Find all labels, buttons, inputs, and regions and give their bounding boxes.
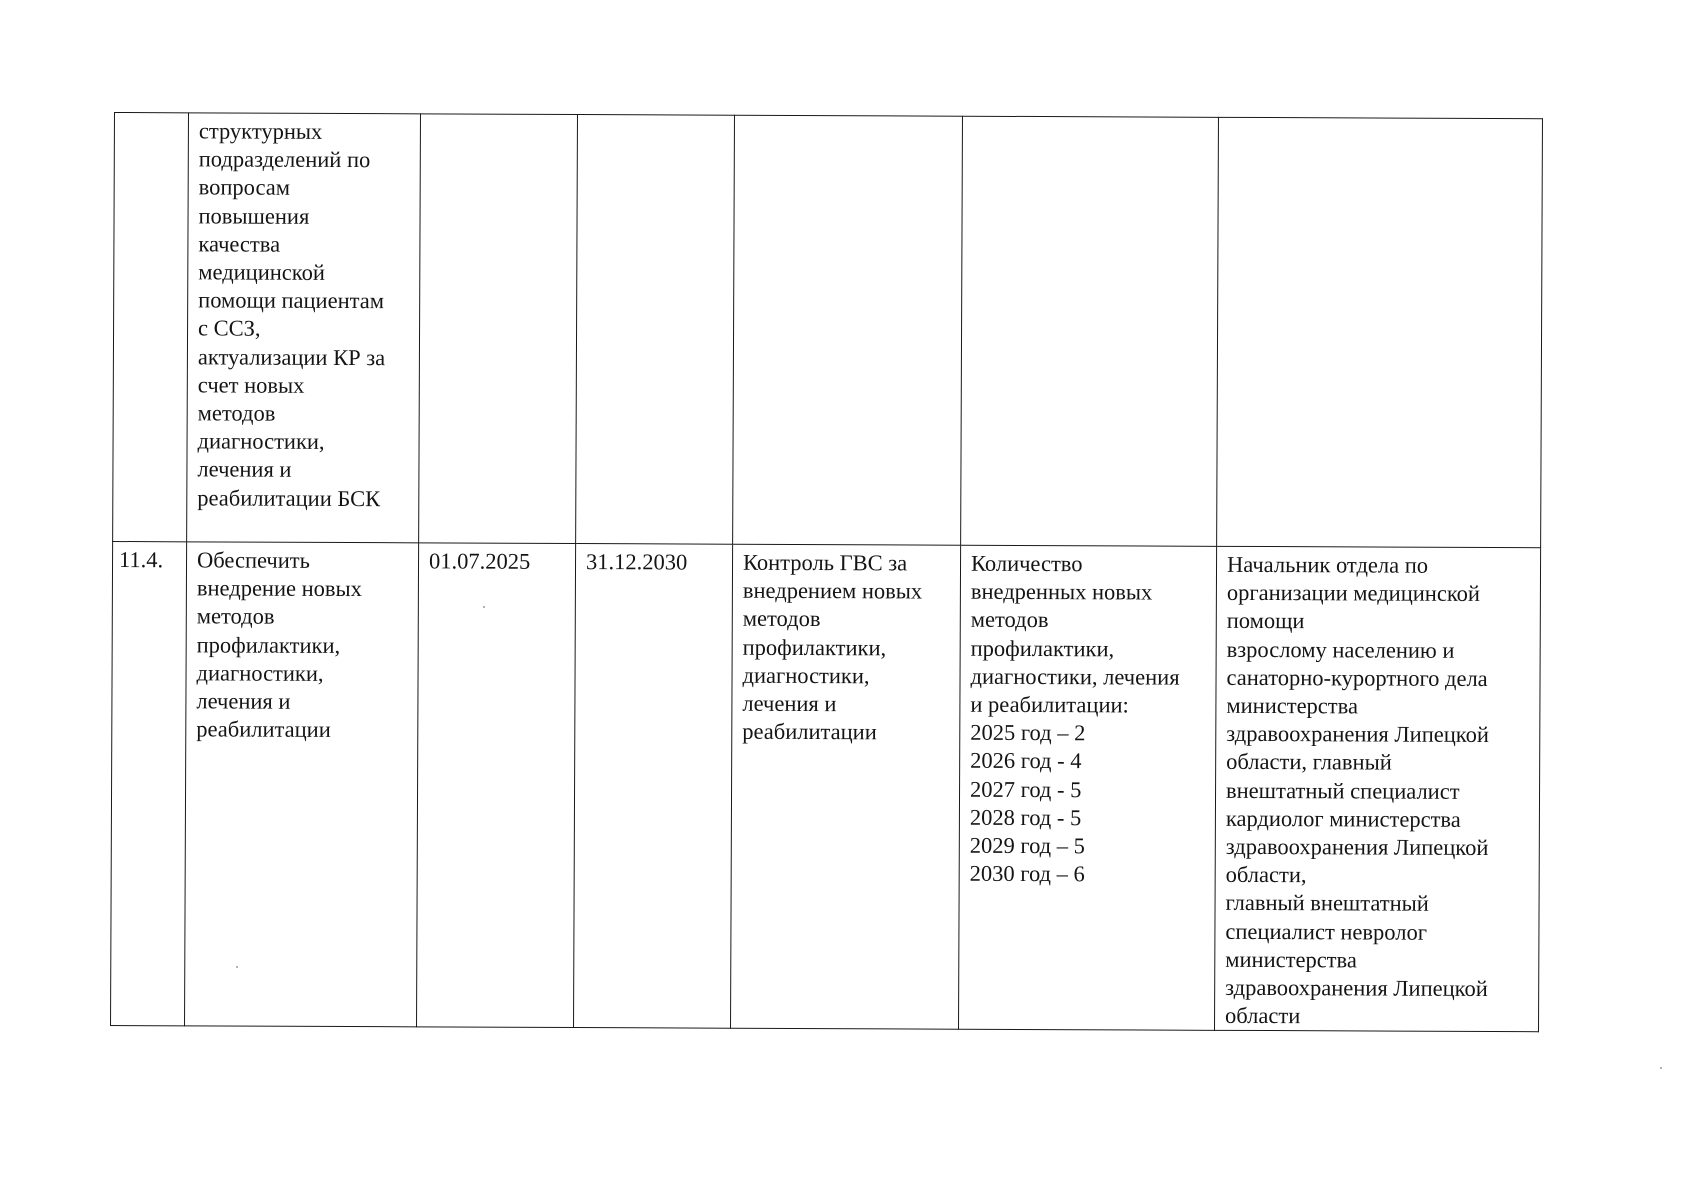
end-date-cell: 31.12.2030 — [574, 544, 733, 1029]
responsible-cell: Начальник отдела по организации медицинской помощи взрослому населению и санаторно-курортного дела министерства здравоохранения Липецкой области, главный внештатный специалист кардиолог министерства здравоохранения Липецкой области, главный внештатный специалист невролог министерства здравоохранения Липецкой области — [1215, 546, 1541, 1032]
start-date-cell: 01.07.2025 — [417, 543, 576, 1028]
scan-speck — [236, 966, 238, 968]
control-cell — [733, 115, 963, 545]
scan-speck — [1660, 1067, 1662, 1069]
action-cell: Обеспечить внедрение новых методов профилактики, диагностики, лечения и реабилитации — [185, 542, 419, 1027]
table-row — [111, 541, 1541, 1032]
item-number-cell — [113, 113, 189, 542]
action-cell: структурных подразделений по вопросам повышения качества медицинской помощи пациентам с ССЗ, актуализации КР за счет новых методов диагностики, лечения и реабилитации БСК — [187, 113, 421, 543]
table-row — [113, 113, 1543, 548]
action-plan-table — [110, 112, 1543, 1033]
scan-speck — [483, 606, 485, 608]
control-cell: Контроль ГВС за внедрением новых методов профилактики, диагностики, лечения и реабилитации — [731, 544, 961, 1029]
start-date-cell — [419, 114, 578, 544]
end-date-cell — [576, 115, 735, 545]
indicator-cell: Количество внедренных новых методов профилактики, диагностики, лечения и реабилитации: 2025 год – 2 2026 год - 4 2027 год - 5 2028 год - 5 2029 год – 5 2030 год – 6 — [959, 545, 1217, 1031]
item-number-cell: 11.4. — [111, 541, 187, 1026]
responsible-cell — [1217, 117, 1543, 547]
indicator-cell — [961, 116, 1219, 546]
